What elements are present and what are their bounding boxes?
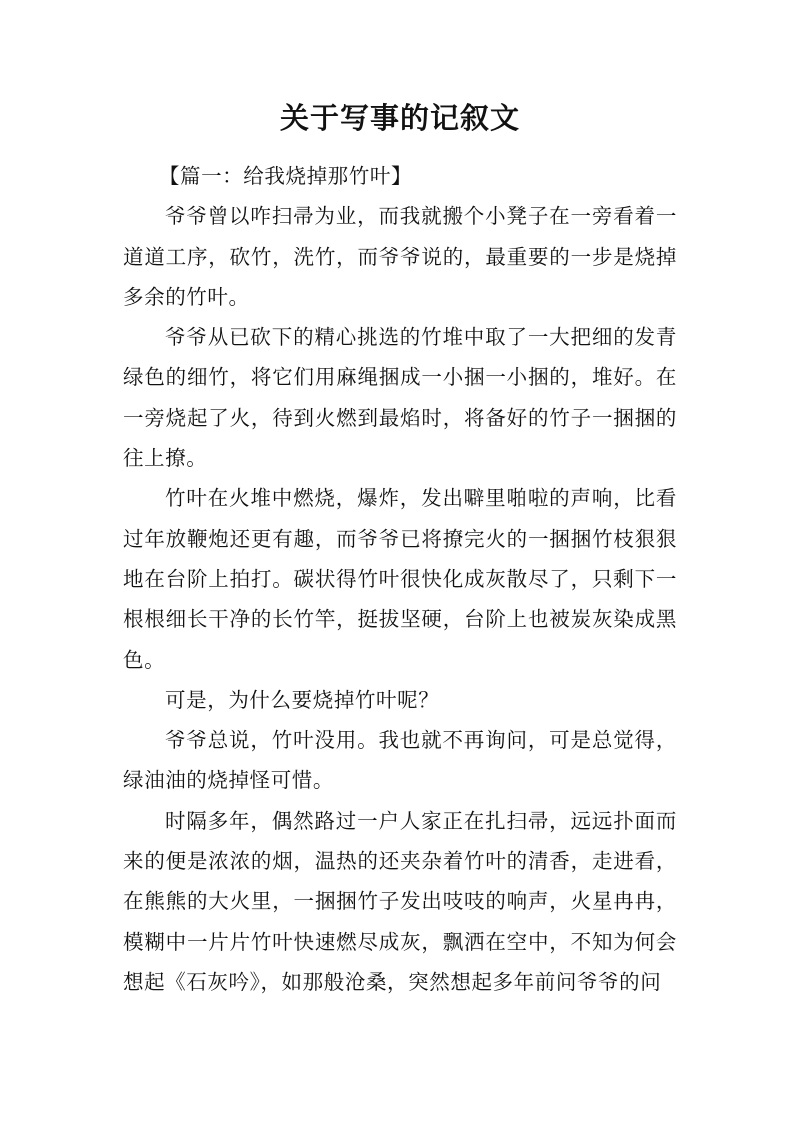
- document-title: 关于写事的记叙文: [279, 101, 520, 135]
- paragraph: 爷爷从已砍下的精心挑选的竹堆中取了一大把细的发青绿色的细竹，将它们用麻绳捆成一小捆一小捆的，堆好。在一旁烧起了火，待到火燃到最焰时，将备好的竹子一捆捆的往上撩。: [123, 325, 677, 471]
- document-body: [123, 156, 677, 1002]
- paragraph: 爷爷总说，竹叶没用。我也就不再询问，可是总觉得，绿油油的烧掉怪可惜。: [123, 728, 677, 793]
- section-heading: 【篇一：给我烧掉那竹叶】: [158, 164, 413, 188]
- paragraph: 时隔多年，偶然路过一户人家正在扎扫帚，远远扑面而来的便是浓浓的烟，温热的还夹杂着竹叶的清香，走进看，在熊熊的大火里，一捆捆竹子发出吱吱的响声，火星冉冉，模糊中一片片竹叶快速燃尽成灰，飘洒在空中，不知为何会想起《石灰吟》，如那般沧桑，突然想起多年前问爷爷的问: [123, 808, 677, 994]
- paragraph: 可是，为什么要烧掉竹叶呢？: [165, 687, 440, 712]
- paragraph: 爷爷曾以咋扫帚为业，而我就搬个小凳子在一旁看着一道道工序，砍竹，洗竹，而爷爷说的，最重要的一步是烧掉多余的竹叶。: [123, 204, 677, 309]
- paragraph: 竹叶在火堆中燃烧，爆炸，发出噼里啪啦的声响，比看过年放鞭炮还更有趣，而爷爷已将撩完火的一捆捆竹枝狠狠地在台阶上拍打。碳状得竹叶很快化成灰散尽了，只剩下一根根细长干净的长竹竿，挺拔坚硬，台阶上也被炭灰染成黑色。: [123, 486, 677, 672]
